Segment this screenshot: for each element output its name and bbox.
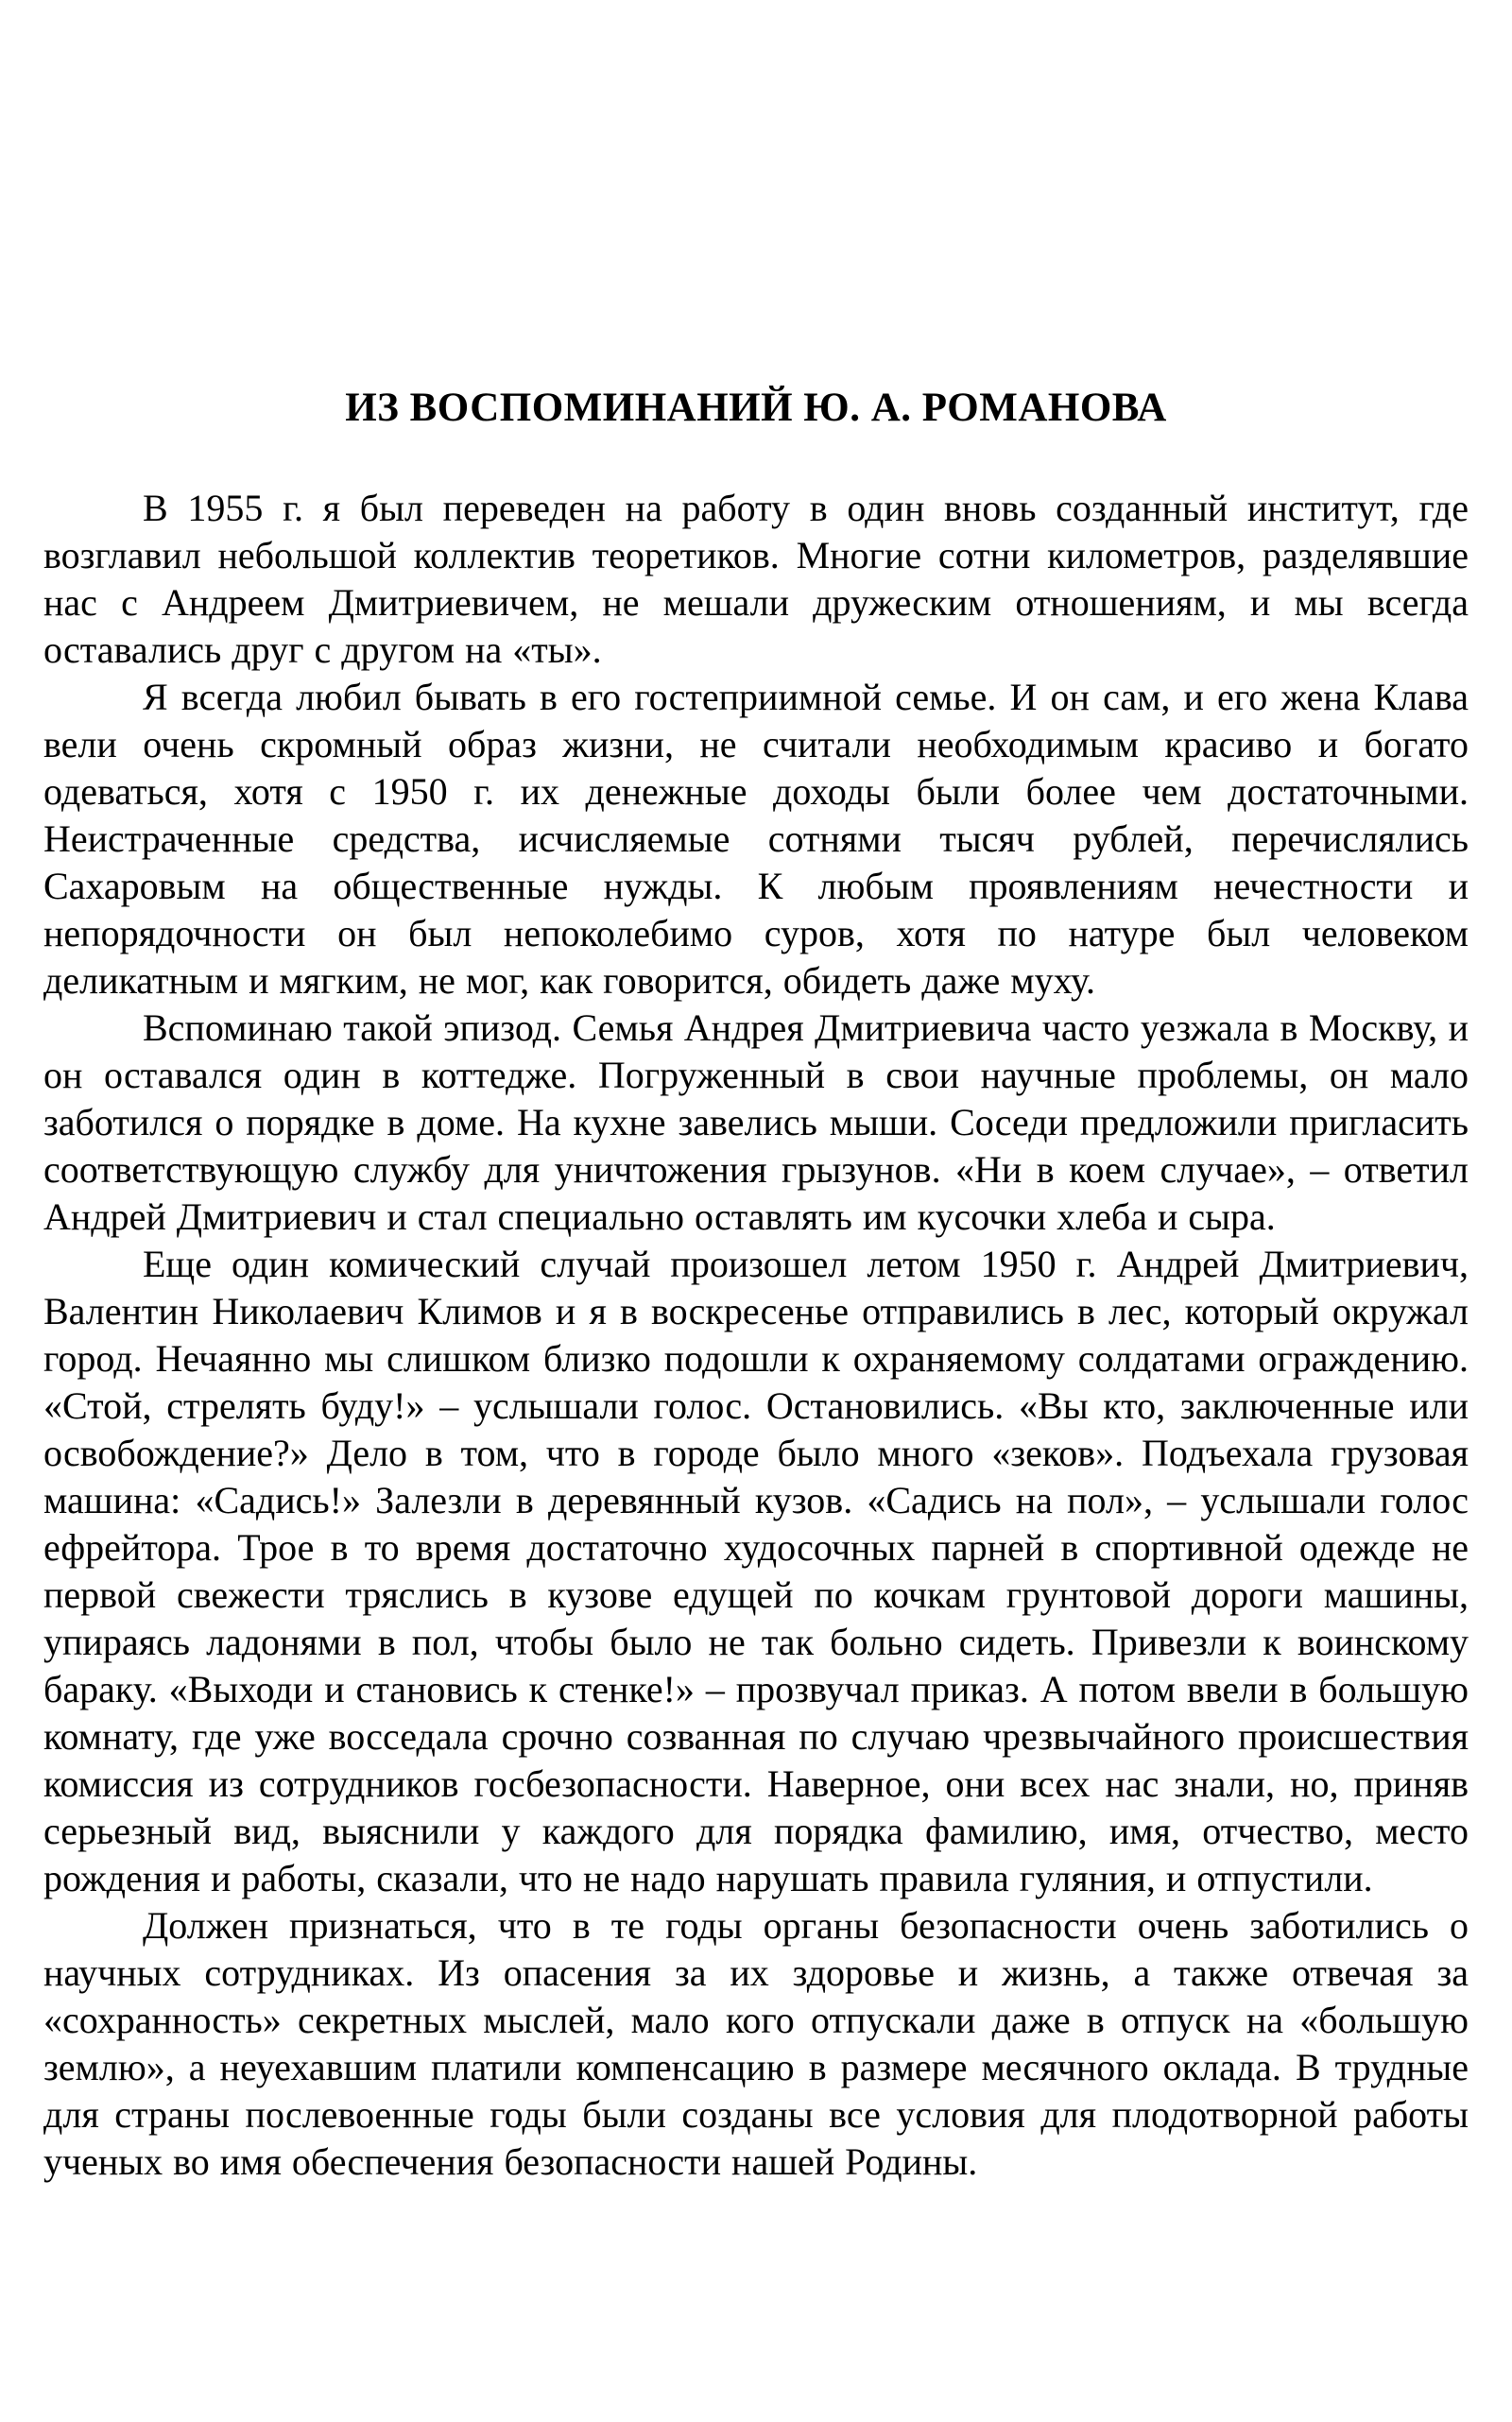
paragraph: Еще один комический случай произошел летом 1950 г. Андрей Дмитриевич, Валентин Николаевич Климов и я в воскресенье отправились в лес, который окружал город. Нечаянно мы слишком близко подошли к охраняемому солдатами ограждению. «Стой, стрелять буду!» – услышали голос. Остановились. «Вы кто, заключенные или освобождение?» Дело в том, что в городе было много «зеков». Подъехала грузовая машина: «Садись!» Залезли в деревянный кузов. «Садись на пол», – услышали голос ефрейтора. Трое в то время достаточно худосочных парней в спортивной одежде не первой свежести тряслись в кузове едущей по кочкам грунтовой дороги машины, упираясь ладонями в пол, чтобы было не так больно сидеть. Привезли к воинскому бараку. «Выходи и становись к стенке!» – прозвучал приказ. А потом ввели в большую комнату, где уже восседала срочно созванная по случаю чрезвычайного происшествия комиссия из сотрудников госбезопасности. Наверное, они всех нас знали, но, приняв серьезный вид, выяснили у каждого для порядка фамилию, имя, отчество, место рождения и работы, сказали, что не надо нарушать правила гуляния, и отпустили. [43,1243,1469,1900]
paragraph: Я всегда любил бывать в его гостеприимной семье. И он сам, и его жена Клава вели очень скромный образ жизни, не считали необходимым красиво и богато одеваться, хотя с 1950 г. их денежные доходы были более чем достаточными. Неистраченные средства, исчисляемые сотнями тысяч рублей, перечислялись Сахаровым на общественные нужды. К любым проявлениям нечестности и непорядочности он был непоколебимо суров, хотя по натуре был человеком деликатным и мягким, не мог, как говорится, обидеть даже муху. [43,676,1469,1003]
document-body [43,485,1469,2186]
paragraph: Вспоминаю такой эпизод. Семья Андрея Дмитриевича часто уезжала в Москву, и он оставался один в коттедже. Погруженный в свои научные проблемы, он мало заботился о порядке в доме. На кухне завелись мыши. Соседи предложили пригласить соответствующую службу для уничтожения грызунов. «Ни в коем случае», – ответил Андрей Дмитриевич и стал специально оставлять им кусочки хлеба и сыра. [43,1006,1469,1239]
paragraph: Должен признаться, что в те годы органы безопасности очень заботились о научных сотрудниках. Из опасения за их здоровье и жизнь, а также отвечая за «сохранность» секретных мыслей, мало кого отпускали даже в отпуск на «большую землю», а неуехавшим платили компенсацию в размере месячного оклада. В трудные для страны послевоенные годы были созданы все условия для плодотворной работы ученых во имя обеспечения безопасности нашей Родины. [43,1904,1469,2184]
paragraph: В 1955 г. я был переведен на работу в один вновь созданный институт, где возглавил небольшой коллектив теоретиков. Многие сотни километров, разделявшие нас с Андреем Дмитриевичем, не мешали дружеским отношениям, и мы всегда оставались друг с другом на «ты». [43,487,1469,672]
page-title: ИЗ ВОСПОМИНАНИЙ Ю. А. РОМАНОВА [345,386,1167,430]
